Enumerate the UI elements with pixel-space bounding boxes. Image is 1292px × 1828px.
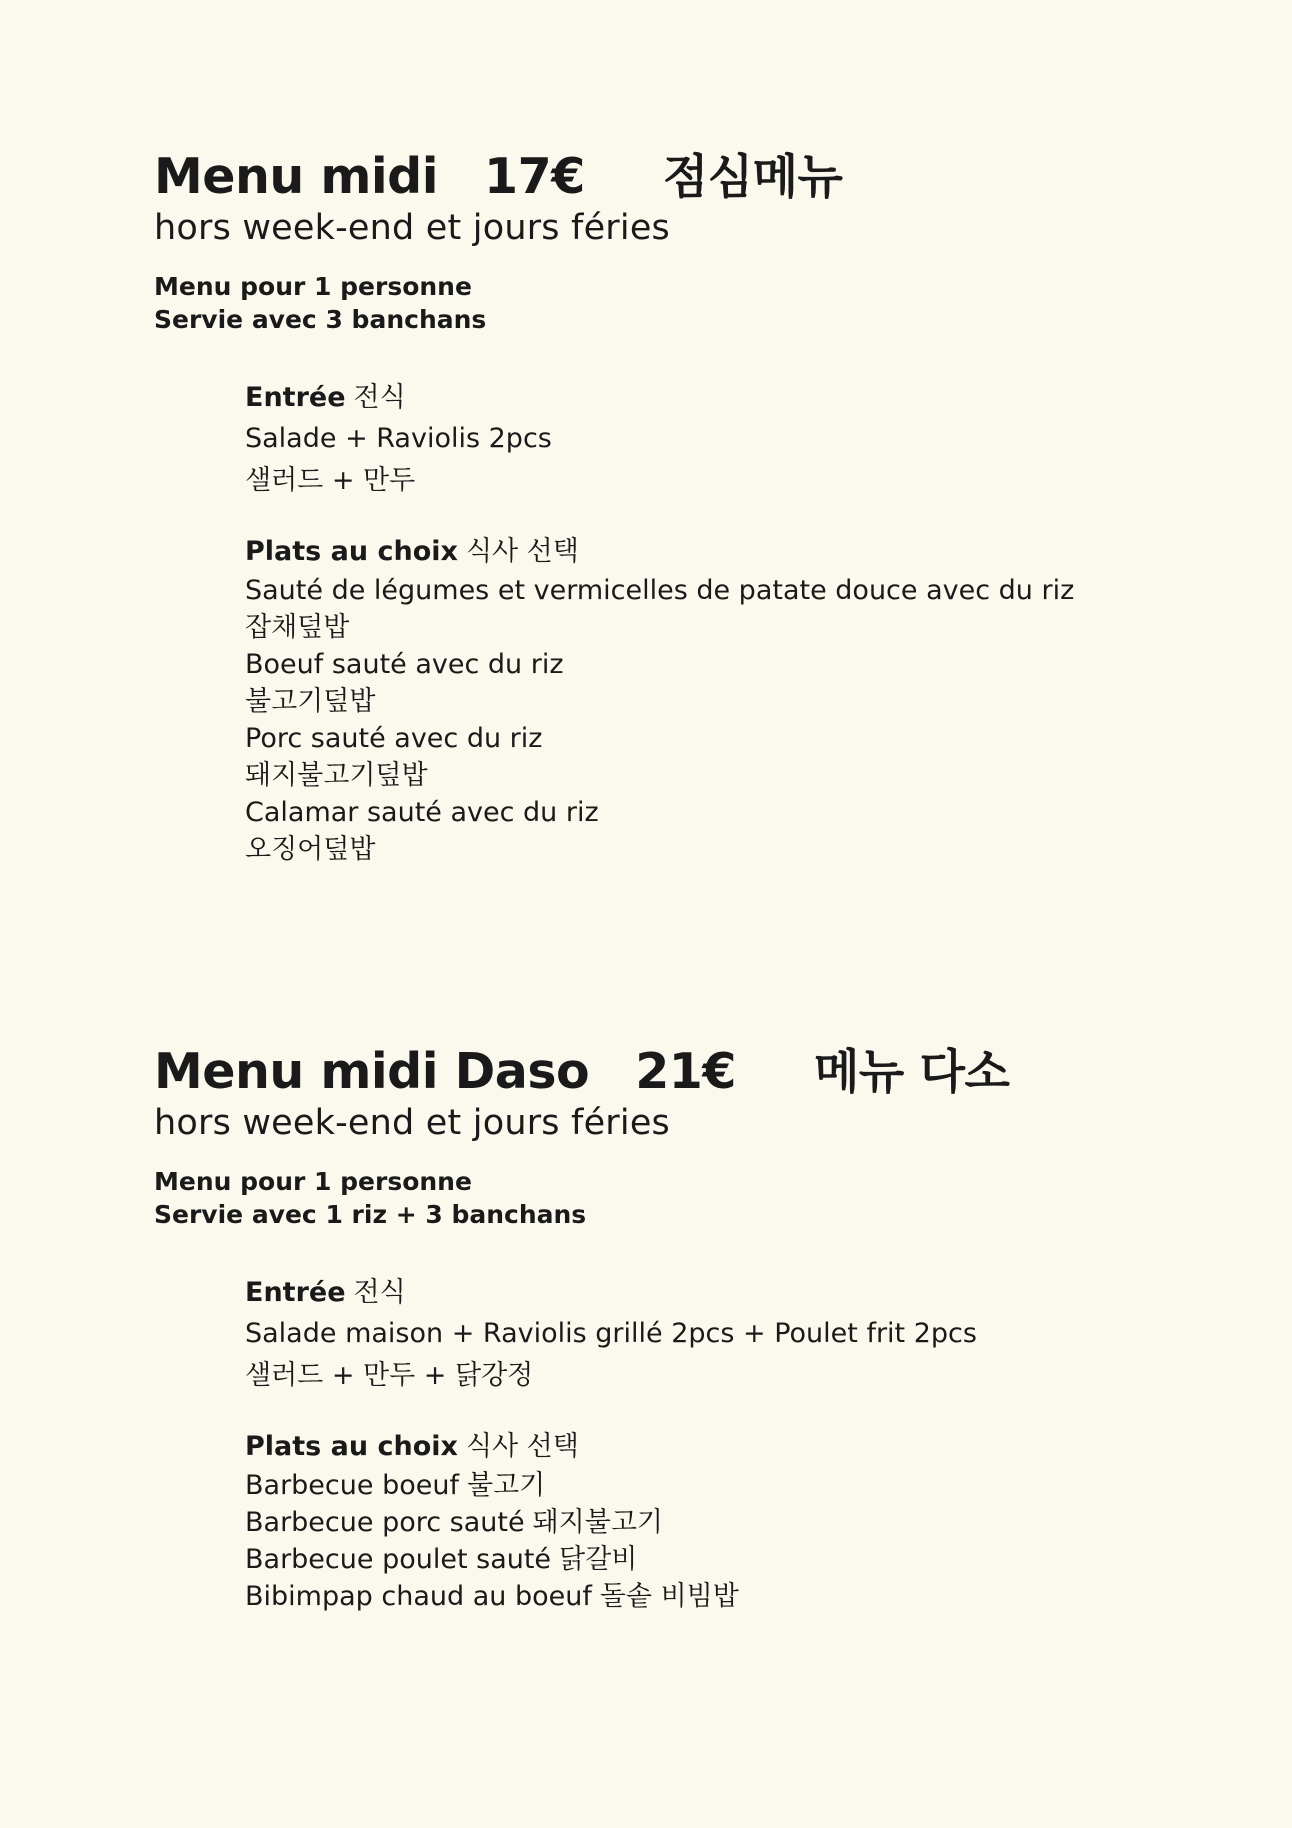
menu-title-row [154, 148, 1154, 207]
menu-price: 21€ [635, 1043, 736, 1100]
menu-title-row [154, 1043, 1154, 1102]
menu-subtitle: hors week-end et jours féries [154, 1103, 670, 1143]
menu-section-daso [154, 1043, 1154, 1615]
course-plats [245, 1427, 1154, 1615]
dish-fr: Bibimpap chaud au boeuf [245, 1581, 592, 1612]
dish-item [245, 1467, 1154, 1504]
menu-info-line: Menu pour 1 personne [154, 1167, 472, 1196]
dish-item [245, 1504, 1154, 1541]
menu-title: Menu midi Daso [154, 1043, 590, 1100]
dish-item [245, 1541, 1154, 1578]
course-heading [245, 1427, 1154, 1467]
menu-section-midi [154, 148, 1154, 868]
dish-fr: Barbecue porc sauté [245, 1507, 525, 1538]
course-heading [245, 532, 1154, 572]
course-heading [245, 1273, 1154, 1313]
menu-info-line: Menu pour 1 personne [154, 272, 472, 301]
dish-fr: Boeuf sauté avec du riz [245, 649, 564, 680]
dish-fr: Porc sauté avec du riz [245, 723, 543, 754]
course-heading-ko: 전식 [353, 1277, 406, 1308]
dish-ko: 돌솥 비빔밥 [599, 1581, 739, 1612]
dish-fr: Barbecue boeuf [245, 1470, 459, 1501]
dish-ko: 불고기 [466, 1470, 546, 1501]
dish-ko: 잡채덮밥 [245, 612, 350, 643]
menu-info [154, 1165, 1154, 1231]
course-entree [245, 378, 1154, 502]
dish-ko: 돼지불고기 [532, 1507, 664, 1538]
dish-ko: 오징어덮밥 [245, 834, 376, 865]
course-heading-ko: 전식 [353, 382, 406, 413]
menu-title: Menu midi [154, 148, 439, 205]
entree-line-ko: 샐러드 + 만두 + 닭강정 [245, 1360, 534, 1391]
course-heading-ko: 식사 선택 [465, 1431, 579, 1462]
dish-fr: Barbecue poulet sauté [245, 1544, 552, 1575]
course-entree [245, 1273, 1154, 1397]
course-plats [245, 532, 1154, 868]
course-heading-fr: Entrée [245, 382, 346, 413]
dish-ko: 불고기덮밥 [245, 686, 376, 717]
entree-line-ko: 샐러드 + 만두 [245, 465, 416, 496]
entree-line-fr: Salade + Raviolis 2pcs [245, 423, 552, 454]
dish-item [245, 1578, 1154, 1615]
dish-fr: Calamar sauté avec du riz [245, 797, 599, 828]
dish-fr: Sauté de légumes et vermicelles de patate douce avec du riz [245, 575, 1075, 606]
dish-ko: 닭갈비 [559, 1544, 638, 1575]
course-heading [245, 378, 1154, 418]
entree-line-fr: Salade maison + Raviolis grillé 2pcs + Poulet frit 2pcs [245, 1318, 977, 1349]
menu-title-korean: 점심메뉴 [662, 150, 843, 205]
menu-price: 17€ [484, 148, 585, 205]
course-heading-fr: Entrée [245, 1277, 346, 1308]
course-heading-fr: Plats au choix [245, 536, 458, 567]
menu-info [154, 270, 1154, 336]
course-heading-fr: Plats au choix [245, 1431, 458, 1462]
menu-info-line: Servie avec 1 riz + 3 banchans [154, 1200, 587, 1229]
menu-info-line: Servie avec 3 banchans [154, 305, 487, 334]
dish-ko: 돼지불고기덮밥 [245, 760, 428, 791]
menu-subtitle: hors week-end et jours féries [154, 208, 670, 248]
course-heading-ko: 식사 선택 [465, 536, 579, 567]
menu-title-korean: 메뉴 다소 [813, 1045, 1010, 1100]
